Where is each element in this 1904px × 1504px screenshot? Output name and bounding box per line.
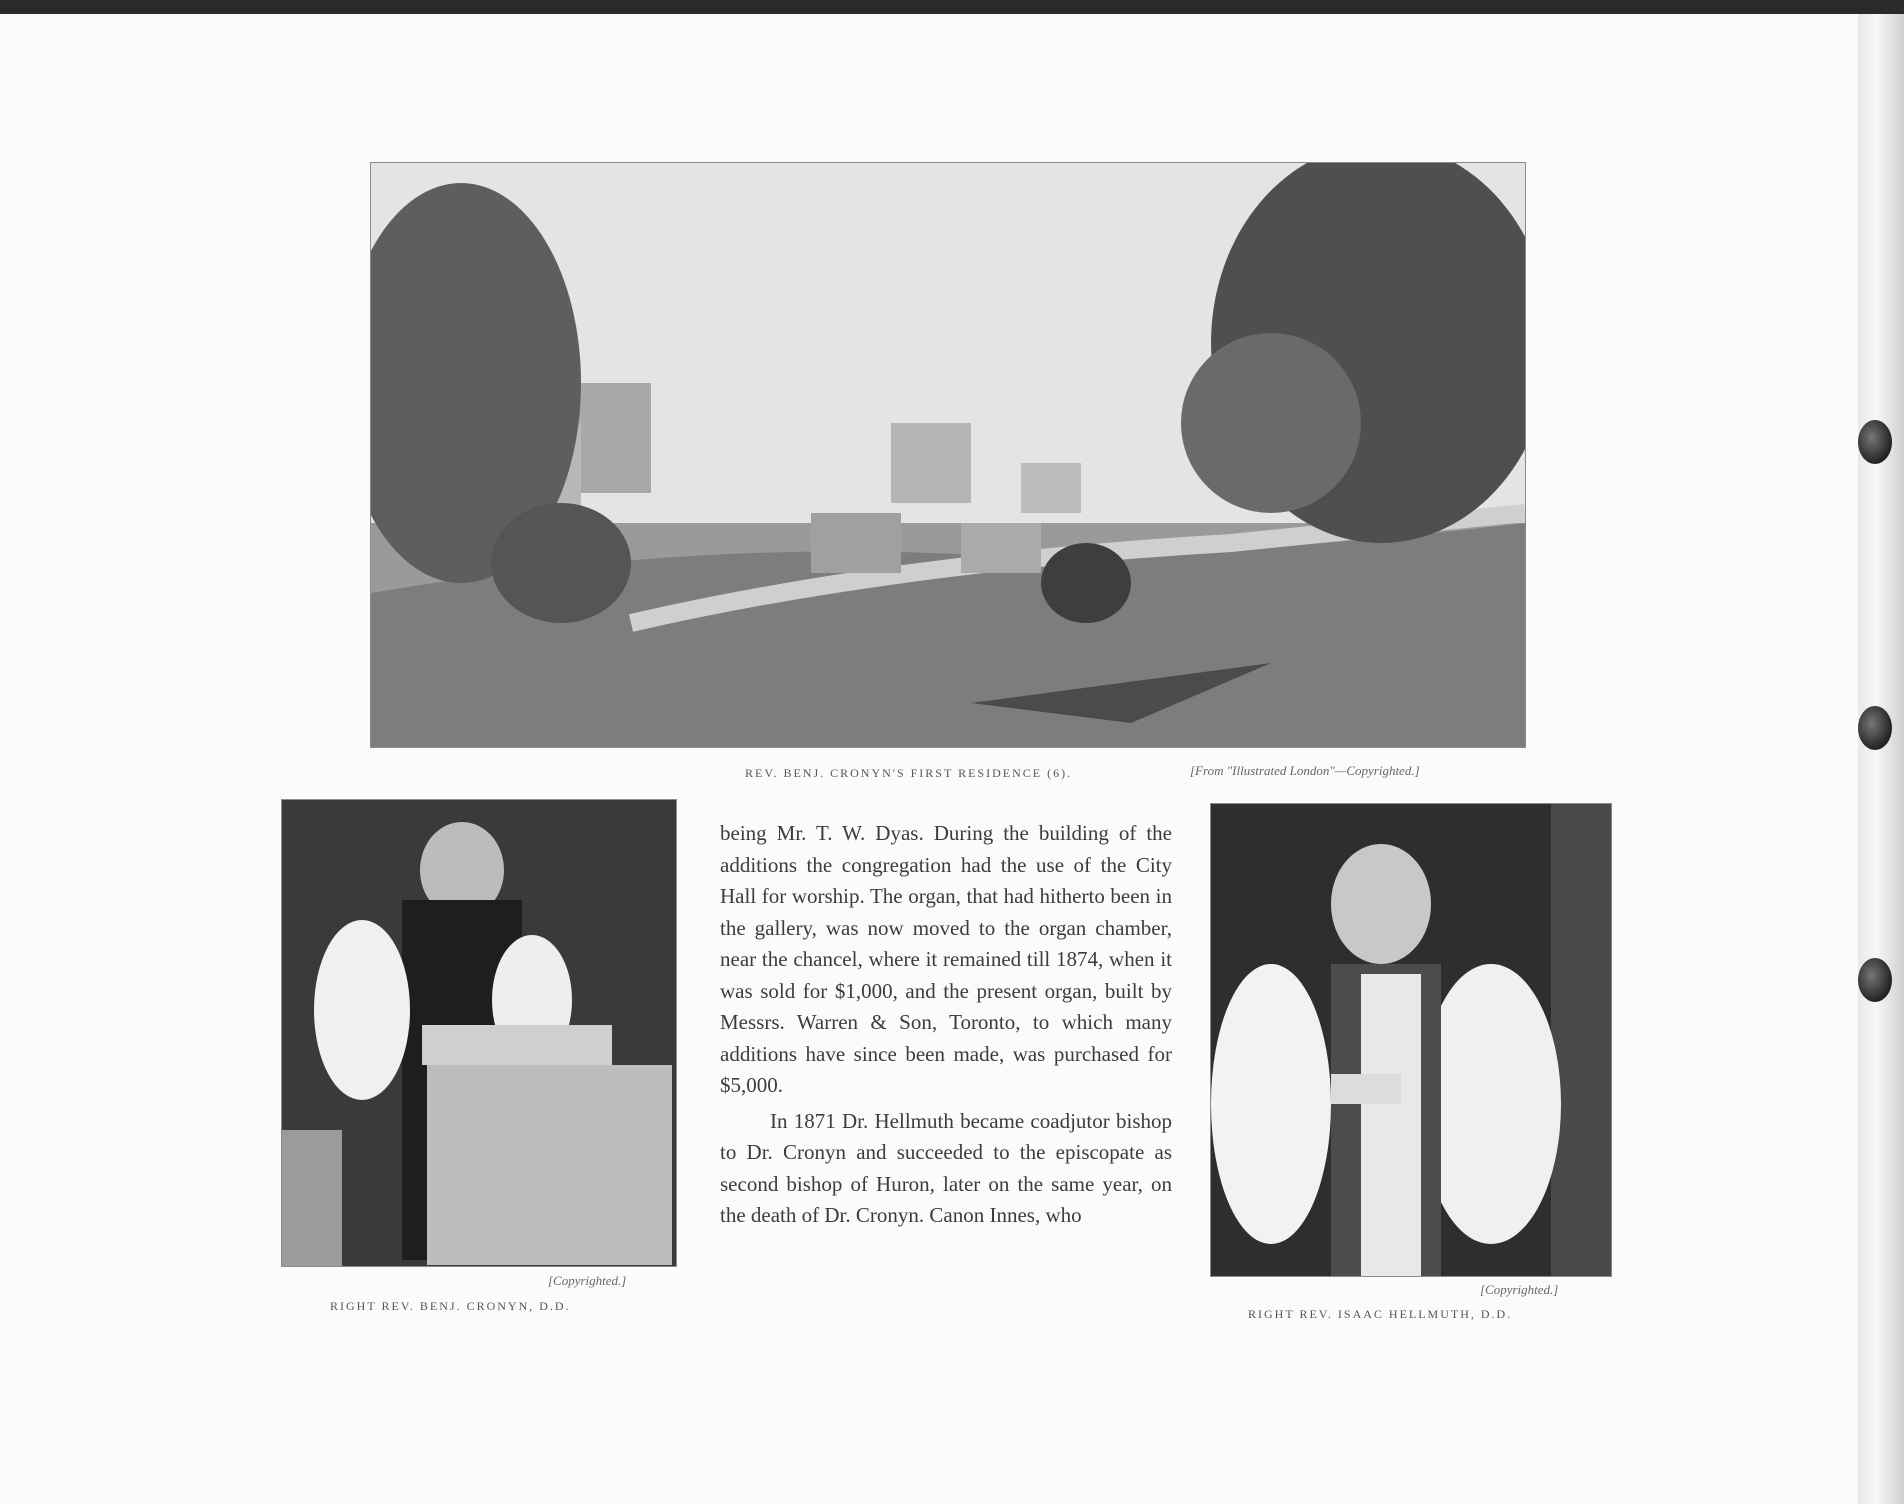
- left-figure-credit: [Copyrighted.]: [548, 1273, 627, 1288]
- binding-ring: [1858, 958, 1892, 1002]
- top-figure-caption: REV. BENJ. CRONYN'S FIRST RESIDENCE (6).: [745, 766, 1073, 780]
- body-paragraph: In 1871 Dr. Hellmuth became coadjutor bishop to Dr. Cronyn and succeeded to the episcopate as second bishop of Huron, later on the same year, on the death of Dr. Cronyn. Canon Innes, who: [720, 1108, 1172, 1227]
- residence-illustration: [370, 162, 1526, 748]
- article-body: [720, 818, 1172, 1232]
- left-figure-caption: RIGHT REV. BENJ. CRONYN, D.D.: [330, 1299, 571, 1313]
- right-figure-caption: RIGHT REV. ISAAC HELLMUTH, D.D.: [1248, 1307, 1513, 1321]
- hellmuth-portrait: [1210, 803, 1612, 1277]
- binding-ring: [1858, 420, 1892, 464]
- cronyn-portrait: [281, 799, 677, 1267]
- body-paragraph: being Mr. T. W. Dyas. During the building of the additions the congregation had the use of the City Hall for worship. The organ, that had hitherto been in the gallery, was now moved to the organ chamber, near the chancel, where it remained till 1874, when it was sold for $1,000, and the present organ, built by Messrs. Warren & Son, Toronto, to which many additions have since been made, was purchased for $5,000.: [720, 821, 1172, 1097]
- binding-ring: [1858, 706, 1892, 750]
- right-figure-credit: [Copyrighted.]: [1480, 1282, 1559, 1297]
- top-figure-credit: [From "Illustrated London"—Copyrighted.]: [1190, 763, 1420, 778]
- page-edge: [1858, 14, 1904, 1504]
